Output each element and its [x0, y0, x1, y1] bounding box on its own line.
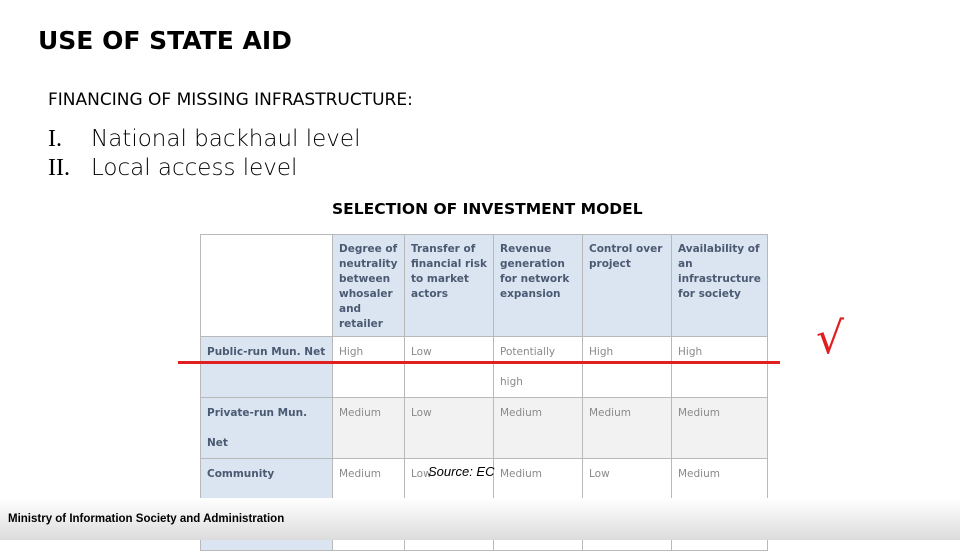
level-item	[48, 155, 360, 184]
highlight-line	[178, 361, 780, 364]
table-cell: High	[583, 337, 672, 398]
section-title: SELECTION OF INVESTMENT MODEL	[332, 200, 643, 218]
table-header-cell: Availability of an infrastructure for society	[672, 235, 768, 337]
table-header-cell: Revenue generation for network expansion	[494, 235, 583, 337]
footer-text: Ministry of Information Society and Administration	[8, 513, 285, 525]
level-item	[48, 126, 360, 155]
table-header-row	[201, 235, 768, 337]
table-cell: High	[672, 337, 768, 398]
table-cell: High	[333, 337, 405, 398]
table-header-cell: Degree of neutrality between whosaler and retailer	[333, 235, 405, 337]
table-header-cell	[201, 235, 333, 337]
table-cell: Medium	[494, 398, 583, 459]
page-title: USE OF STATE AID	[38, 26, 292, 55]
table-cell: Medium	[672, 398, 768, 459]
table-cell: Medium	[672, 459, 768, 520]
table-row-header: Community	[201, 459, 333, 520]
level-text: National backhaul level	[91, 126, 361, 152]
table-cell: Medium	[333, 459, 405, 520]
table-cell: Potentially high	[494, 337, 583, 398]
table-cell: Medium	[333, 398, 405, 459]
source-note: Source: EC	[428, 464, 495, 479]
table-row-header: Private-run Mun. Net	[201, 398, 333, 459]
level-number: II.	[48, 155, 70, 181]
table-cell: Low	[405, 337, 494, 398]
level-number: I.	[48, 126, 62, 152]
table-cell: Medium	[494, 459, 583, 520]
table-row-header: Public-run Mun. Net	[201, 337, 333, 398]
table-cell: Low	[583, 459, 672, 520]
table-cell: Low	[405, 459, 494, 520]
subtitle: FINANCING OF MISSING INFRASTRUCTURE:	[48, 90, 413, 110]
level-text: Local access level	[91, 155, 298, 181]
table-row	[201, 337, 768, 398]
table-cell: Medium	[583, 398, 672, 459]
table-cell: Low	[405, 398, 494, 459]
table-header-cell: Control over project	[583, 235, 672, 337]
table-row	[201, 398, 768, 459]
levels-list	[48, 126, 360, 184]
check-mark-icon: √	[816, 313, 845, 364]
table-header-cell: Transfer of financial risk to market actors	[405, 235, 494, 337]
footer-bar	[0, 498, 960, 540]
